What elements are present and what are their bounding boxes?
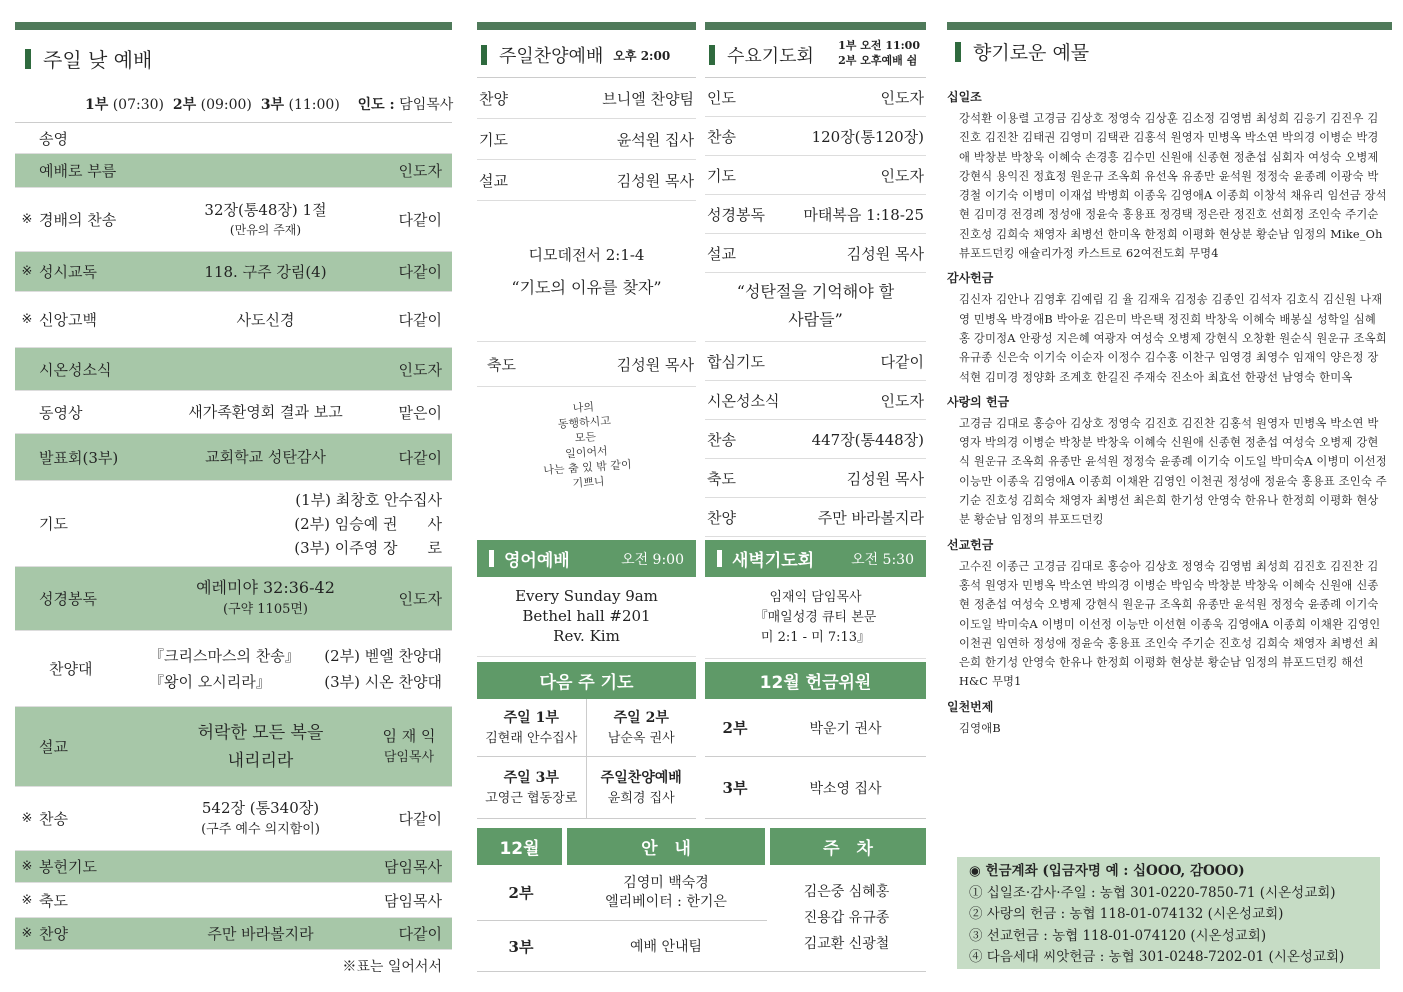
worship-row: ※ 경배의 찬송 32장(통48장) 1절 (만유의 주재) 다같이: [15, 188, 452, 252]
worship-row: 송영: [15, 123, 452, 154]
top-bar: [477, 22, 696, 30]
guide-header: 안 내: [567, 828, 765, 865]
title-marker-icon: [709, 45, 715, 65]
prayer-cell: 주일 1부 김현래 안수집사: [477, 699, 587, 757]
wednesday-row: 기도 인도자: [705, 156, 926, 195]
praise-row: 설교 김성원 목사: [477, 160, 696, 201]
month-header: 12월: [477, 828, 562, 865]
offering-section: 십일조 강석환 이용렬 고경금 김상호 정영숙 김상훈 김소정 김영범 최성희 김응기 김진우 김진호 김진찬 김태권 김영미 김택관 김홍석 원영자 민병옥 박소연 박의경 이병순 박경애 박창분 박창욱 이혜숙 손경흥 김수민 신원애 신종현 정춘섭 심회자 여성숙 오병제 강현식 용익진 정효정 원운규 조옥희 유선옥 유종만 윤석원 정정숙 윤종례 이광숙 박경철 이기숙 이병미 이재섭 박병희 이종욱 김영애A 이종희 이창석 채유리 임선금 장석현 김미경 전경례 정성애 정윤숙 홍용표 정경택 정은란 정진호 선희정 조인숙 주기순 진호성 김희숙 채영자 최병선 한미옥 한정희 이평화 현상분 황순남 임정의 Mike_Oh 뷰포드던킹 애슐리가정 카스트로 62여전도회 무명4: [947, 90, 1387, 261]
wednesday-row: 인도 인도자: [705, 78, 926, 117]
dawn-prayer-info: 임재익 담임목사 『매일성경 큐티 본문 미 2:1 - 미 7:13』: [705, 588, 926, 659]
order-of-worship: [15, 122, 452, 976]
guide-row: 3부 예배 안내팀: [508, 937, 703, 956]
worship-row: 발표회(3부) 교회학교 성탄감사 다같이: [15, 434, 452, 481]
offering-section: 사랑의 헌금 고경금 김대로 홍승아 김상호 정영숙 김진호 김진찬 김홍석 원영자 민병옥 박소연 박영자 박의경 이병순 박창분 박창욱 이혜숙 신원애 신종현 정춘섭 여성숙 오병제 강현식 원운규 조옥희 유종만 윤석원 정정숙 윤종례 이기숙 이도일 박미숙A 이병미 이선정 이능만 이종욱 김영애A 이종희 이채완 김영인 이천권 정성애 정윤숙 홍용표 조인숙 주기순 진호성 김희숙 채영자 최병선 최은희 한기성 안영숙 한유나 한정희 이평화 현상분 황순남 임정의 뷰포드던킹: [947, 394, 1387, 527]
prayer-row: 기도 (1부) 최창호 안수집사 (2부) 임승예 권 사 (3부) 이주영 장 로: [15, 481, 452, 567]
wednesday-order: [705, 77, 926, 273]
wednesday-row: 축도 김성원 목사: [705, 459, 926, 498]
service-times: 1부 (07:30) 2부 (09:00) 3부 (11:00) 인도 : 담임목사: [85, 97, 454, 113]
wednesday-row: 합심기도 다같이: [705, 342, 926, 381]
dawn-prayer-header: 새벽기도회 오전 5:30: [705, 540, 926, 577]
worship-row: ※ 찬양 주만 바라볼지라 다같이: [15, 918, 452, 950]
sermon-text: 디모데전서 2:1-4 “기도의 이유를 찾자”: [477, 200, 696, 342]
worship-row: 예배로 부름 인도자: [15, 154, 452, 188]
parking-header: 주 차: [770, 828, 926, 865]
worship-row: ※ 찬송 542장 (통340장) (구주 예수 의지함이) 다같이: [15, 787, 452, 851]
worship-row: ※ 축도 담임목사: [15, 883, 452, 918]
section-title: 주일찬양예배 오후 2:00: [481, 42, 670, 68]
wednesday-order-2: [705, 342, 926, 537]
offering-row: 2부 박운기 권사: [705, 699, 926, 757]
account-box: ◉ 헌금계좌 (입금자명 예 : 십OOO, 감OOO) ① 십일조·감사·주일 : 농협 301-0220-7850-71 (시온성교회) ② 사랑의 헌금 : 농협 118-01-074132 (시온성교회) ③ 선교헌금 : 농협 118-01-074120 (시온성교회) ④ 다음세대 씨앗헌금 : 농협 301-0248-7202-01 (시온성교회): [957, 857, 1380, 969]
title-marker-icon: [25, 49, 31, 69]
footnote: ※표는 일어서서: [342, 959, 442, 975]
title-marker-icon: [489, 550, 494, 567]
offering-lists: [947, 82, 1387, 738]
next-week-prayer-header: 다음 주 기도: [477, 662, 696, 699]
praise-order: [477, 77, 696, 201]
title-marker-icon: [955, 42, 961, 62]
benediction-row: 축도 김성원 목사: [477, 343, 696, 387]
offering-section: 감사헌금 김신자 김안나 김영후 김예림 김 율 김재욱 김정송 김종인 김석자 김호식 김신원 나재영 민병옥 박경애B 박아윤 김은미 박은택 정진희 박창욱 이혜숙 배봉실 성학일 심혜홍 강미정A 안광성 지은혜 여광자 여성숙 오병제 강현식 오창환 원순식 원운규 조옥희 유규종 신은숙 이기숙 이순자 이정수 김수홍 이찬구 임영경 최영수 임재익 양은정 장석현 김미경 정양화 조계호 한길진 주재숙 진소아 최효선 한광선 남영숙 한미옥: [947, 271, 1387, 384]
worship-row: ※ 성시교독 118. 구주 강림(4) 다같이: [15, 252, 452, 292]
section-title: 주일 낮 예배: [25, 44, 152, 73]
offering-committee-header: 12월 헌금위원: [705, 662, 926, 699]
choir-row: 찬양대 『크리스마스의 찬송』 『왕이 오시리라』 (2부) 벧엘 찬양대 (3부) 시온 찬양대: [15, 631, 452, 707]
top-bar: [947, 22, 1392, 30]
wednesday-row: 성경봉독 마태복음 1:18-25: [705, 195, 926, 234]
calligraphy-image: 나의 동행하시고 모든 일이어서 나는 춤 있 밖 같이 기쁘니: [542, 400, 633, 491]
wednesday-row: 찬양 주만 바라볼지라: [705, 498, 926, 537]
offering-section: 일천번제 김영애B: [947, 699, 1001, 735]
worship-row: ※ 봉헌기도 담임목사: [15, 851, 452, 883]
parking-list: 김은중 심혜홍 진용갑 유규종 김교환 신광철: [803, 884, 890, 952]
wednesday-row: 시온성소식 인도자: [705, 381, 926, 420]
offering-section: 선교헌금 고수진 이종근 고경금 김대로 홍승아 김상호 정영숙 김영범 최성희 김진호 김진찬 김홍석 원영자 민병옥 박소연 박의경 이병순 박임숙 박창분 박창욱 이혜숙 신원애 신종현 정춘섭 여성숙 오병제 강현식 원운규 조옥희 유종만 윤석원 정정숙 윤종례 이기숙 이도일 박미숙A 이병미 이선정 이능만 이선현 이종욱 김영애A 이종희 이채완 김영인 이천권 임연하 정성애 정윤숙 홍용표 조인숙 주기순 진호성 김희숙 채영자 최병선 최은희 한기성 안영숙 한유나 한정희 이평화 현상분 황순남 임정의 뷰포드던킹 해선 H&C 무명1: [947, 537, 1381, 689]
english-service-info: Every Sunday 9am Bethel hall #201 Rev. Kim: [477, 586, 696, 657]
title-marker-icon: [717, 550, 722, 567]
section-title: 수요기도회: [709, 42, 814, 68]
offering-row: 3부 박소영 집사: [705, 757, 926, 819]
prayer-cell: 주일 3부 고영근 협동장로: [477, 757, 587, 819]
scripture-row: 성경봉독 예레미야 32:36-42 (구약 1105면) 인도자: [15, 567, 452, 631]
next-week-prayer-grid: [477, 699, 696, 819]
wednesday-row: 찬송 447장(통448장): [705, 420, 926, 459]
worship-row: ※ 신앙고백 사도신경 다같이: [15, 292, 452, 348]
service-times: 1부 오전 11:00 2부 오후예배 쉼: [838, 39, 920, 67]
prayer-cell: 주일찬양예배 윤희경 집사: [587, 757, 697, 819]
worship-row: 시온성소식 인도자: [15, 348, 452, 391]
guide-parking-table: [477, 828, 926, 972]
top-bar: [15, 22, 452, 30]
guide-row: 2부 김영미 백숙경 엘리베이터 : 한기은: [477, 865, 767, 921]
sermon-row: 설교 허락한 모든 복을 내리리라 임 재 익 담임목사: [15, 707, 452, 787]
praise-row: 기도 윤석원 집사: [477, 119, 696, 160]
worship-row: 동영상 새가족환영회 결과 보고 맡은이: [15, 391, 452, 434]
top-bar: [705, 22, 926, 30]
section-title: 향기로운 예물: [955, 38, 1089, 65]
praise-row: 찬양 브니엘 찬양팀: [477, 78, 696, 119]
sermon-title: “성탄절을 기억해야 할 사람들”: [705, 270, 926, 342]
wednesday-row: 설교 김성원 목사: [705, 234, 926, 273]
prayer-cell: 주일 2부 남순옥 권사: [587, 699, 697, 757]
english-service-header: 영어예배 오전 9:00: [477, 540, 696, 577]
wednesday-row: 찬송 120장(통120장): [705, 117, 926, 156]
title-marker-icon: [481, 45, 487, 65]
